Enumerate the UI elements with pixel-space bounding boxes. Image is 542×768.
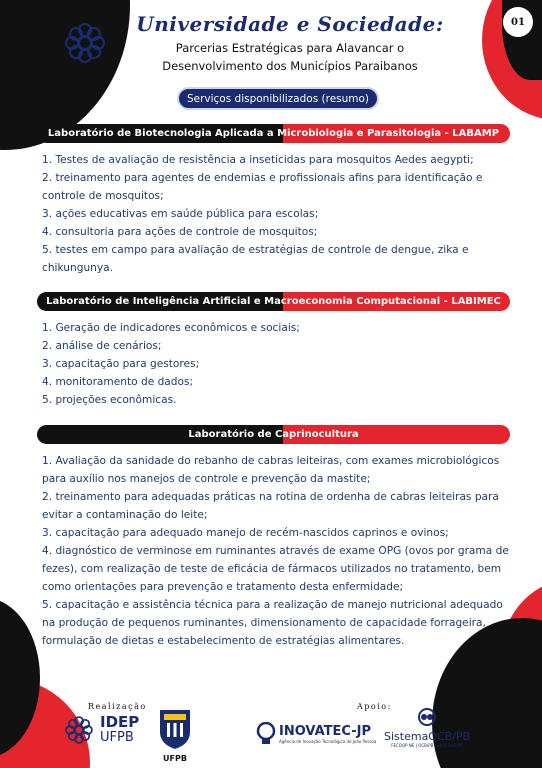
- section-title-caprinocultura: Laboratório de Caprinocultura: [37, 425, 510, 444]
- list-item: 3. ações educativas em saúde pública para escolas;: [42, 208, 319, 220]
- list-item: 2. análise de cenários;: [42, 340, 162, 352]
- list-item: 3. capacitação para gestores;: [42, 358, 200, 370]
- ufpb-shield-icon: [158, 708, 192, 750]
- list-item: 2. treinamento para agentes de endemias e profissionais afins para identificação e controle de mosquitos;: [42, 172, 483, 202]
- idep-rosette-icon: [62, 713, 96, 747]
- list-item: 1. Testes de avaliação de resistência a inseticidas para mosquitos Aedes aegypti;: [42, 154, 474, 166]
- list-item: 5. projeções econômicas.: [42, 394, 177, 406]
- section-title-labamp: Laboratório de Biotecnologia Aplicada a Microbiologia e Parasitologia - LABAMP: [37, 124, 510, 143]
- idep-logo: [62, 713, 139, 747]
- ufpb-logo: [158, 708, 192, 763]
- inovatec-name: INOVATEC-JP: [279, 724, 371, 739]
- list-item: 1. Geração de indicadores econômicos e sociais;: [42, 322, 300, 334]
- page-number: 01: [503, 7, 533, 37]
- section-list-labimec: [42, 319, 512, 409]
- ocb-name: SistemaOCB/PB: [384, 730, 471, 743]
- page-title: Universidade e Sociedade:: [136, 12, 444, 36]
- section-title-labimec: Laboratório de Inteligência Artificial e Macroeconomia Computacional - LABIMEC: [37, 292, 510, 311]
- list-item: 5. capacitação e assistência técnica para a realização de manejo nutricional adequado na produção de pequenos ruminantes, dimensionamento de capacidade forrageira, formulação de dietas e estabelecimento de estratégias alimentares.: [42, 599, 503, 647]
- section-list-caprinocultura: [42, 452, 512, 650]
- ocb-sub: FECOOP NE | OCB/PB | SESCOOP/PB: [391, 743, 463, 748]
- subtitle-line-2: Desenvolvimento dos Municípios Paraibanos: [162, 59, 418, 73]
- ufpb-name: UFPB: [163, 754, 187, 763]
- lightbulb-icon: [256, 722, 276, 746]
- inovatec-sub: Agência de Inovação Tecnológica de João Pessoa: [279, 739, 377, 744]
- idep-sub: UFPB: [100, 730, 134, 745]
- list-item: 1. Avaliação da sanidade do rebanho de cabras leiteiras, com exames microbiológicos para auxílio nos manejos de controle e prevenção da mastite;: [42, 455, 500, 485]
- list-item: 4. diagnóstico de verminose em ruminantes através de exame OPG (ovos por grama de fezes), com realização de teste de eficácia de fármacos utilizados no tratamento, bem como orientações para prevenção e tratamento desta enfermidade;: [42, 545, 509, 593]
- rosette-logo-icon: [60, 18, 110, 68]
- services-pill: Serviços disponibilizados (resumo): [177, 87, 379, 110]
- realizacao-label: Realização: [88, 702, 147, 711]
- subtitle-line-1: Parcerias Estratégicas para Alavancar o: [175, 41, 405, 55]
- list-item: 4. monitoramento de dados;: [42, 376, 194, 388]
- inovatec-logo: [256, 722, 376, 746]
- apoio-label: Apoio:: [357, 702, 392, 711]
- list-item: 3. capacitação para adequado manejo de recém-nascidos caprinos e ovinos;: [42, 527, 449, 539]
- list-item: 4. consultoria para ações de controle de mosquitos;: [42, 226, 318, 238]
- ocb-logo: [384, 708, 470, 748]
- header: [120, 12, 460, 75]
- section-list-labamp: [42, 151, 512, 277]
- idep-name: IDEP: [100, 713, 140, 731]
- list-item: 2. treinamento para adequadas práticas na rotina de ordenha de cabras leiteiras para evitar a contaminação do leite;: [42, 491, 499, 521]
- ocb-emblem-icon: [415, 708, 439, 726]
- list-item: 5. testes em campo para avaliação de estratégias de controle de dengue, zika e chikungunya.: [42, 244, 469, 274]
